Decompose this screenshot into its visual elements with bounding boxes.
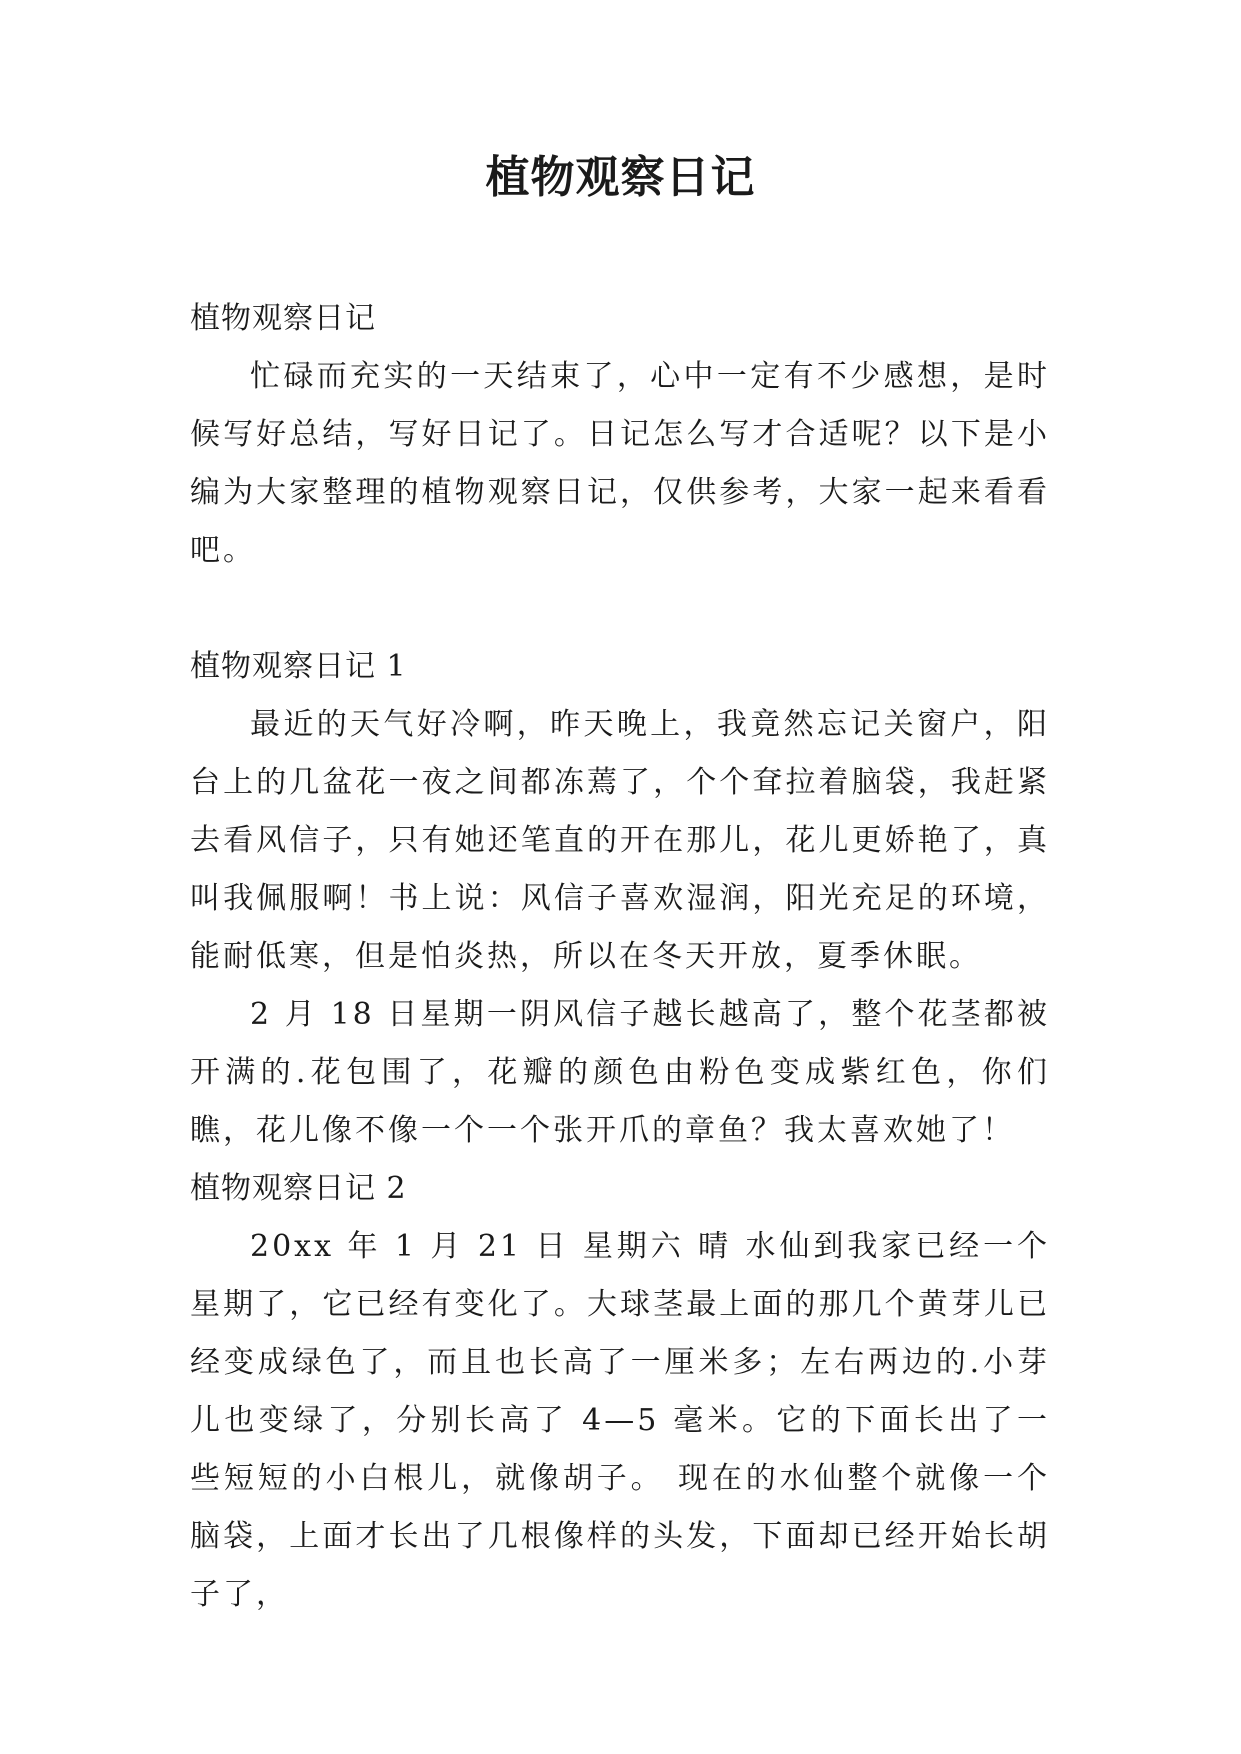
diary1-paragraph-1: 最近的天气好冷啊，昨天晚上，我竟然忘记关窗户，阳台上的几盆花一夜之间都冻蔫了，个个耷拉着脑袋，我赶紧去看风信子，只有她还笔直的开在那儿，花儿更娇艳了，真叫我佩服啊！书上说：风信子喜欢湿润，阳光充足的环境，能耐低寒，但是怕炎热，所以在冬天开放，夏季休眠。 [190, 707, 1050, 974]
diary1-heading: 植物观察日记 1 [190, 649, 407, 684]
document-title: 植物观察日记 [485, 152, 756, 203]
diary2-paragraph-1: 20xx 年 1 月 21 日 星期六 晴 水仙到我家已经一个星期了，它已经有变化了。大球茎最上面的那几个黄芽儿已经变成绿色了，而且也长高了一厘米多；左右两边的.小芽儿也变绿了，分别长高了 4—5 毫米。它的下面长出了一些短短的小白根儿，就像胡子。 现在的水仙整个就像一个脑袋，上面才长出了几根像样的头发，下面却已经开始长胡子了， [190, 1229, 1050, 1612]
section-spacer [190, 580, 1050, 638]
intro-paragraph: 忙碌而充实的一天结束了，心中一定有不少感想，是时候写好总结，写好日记了。日记怎么写才合适呢？以下是小编为大家整理的植物观察日记，仅供参考，大家一起来看看吧。 [190, 359, 1050, 568]
document-body [190, 290, 1050, 1624]
diary2-heading: 植物观察日记 2 [190, 1171, 407, 1206]
diary1-paragraph-2: 2 月 18 日星期一阴风信子越长越高了，整个花茎都被开满的.花包围了，花瓣的颜色由粉色变成紫红色，你们瞧，花儿像不像一个一个张开爪的章鱼？我太喜欢她了！ [190, 997, 1050, 1148]
intro-heading: 植物观察日记 [190, 301, 376, 336]
